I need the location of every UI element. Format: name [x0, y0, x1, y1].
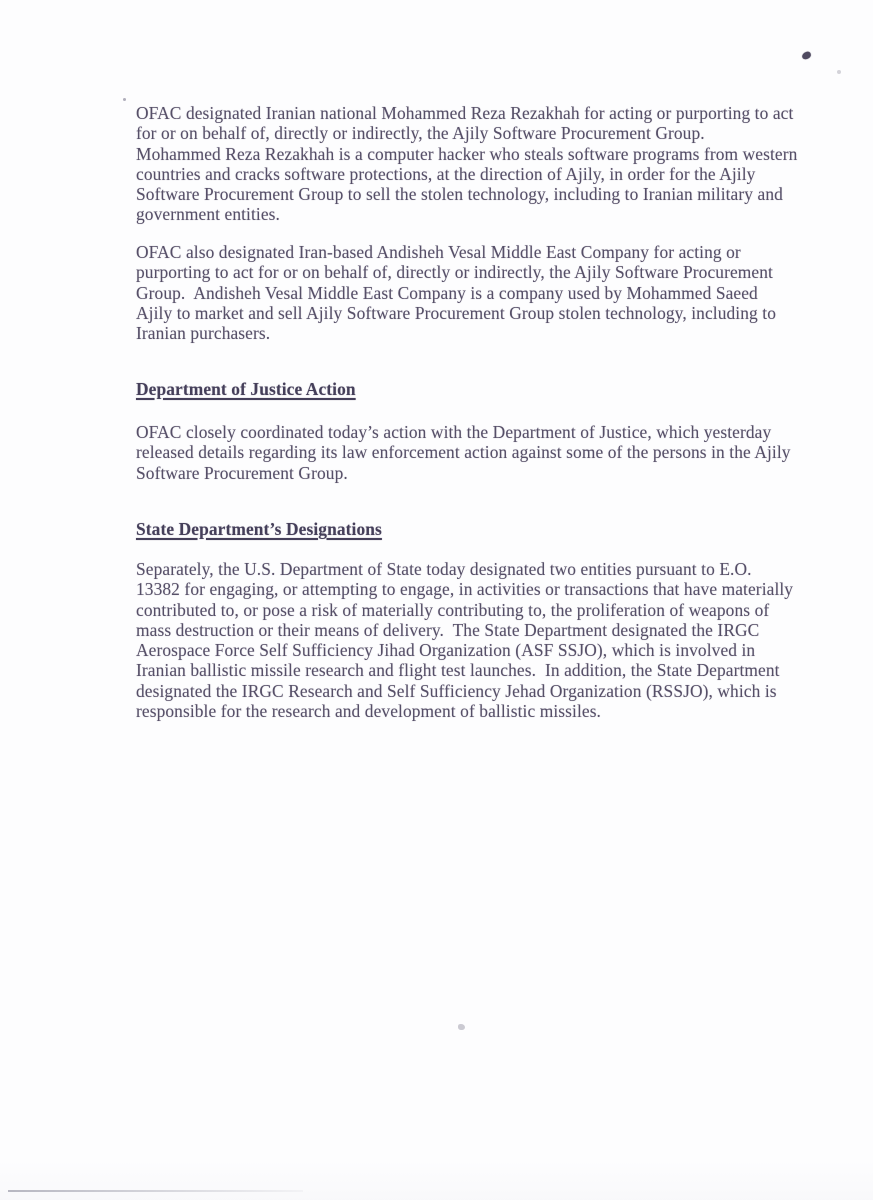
text-line: government entities. [136, 204, 280, 225]
text-line: Mohammed Reza Rezakhah is a computer hacker who steals software programs from western [136, 143, 798, 164]
text-line: contributed to, or pose a risk of materially contributing to, the proliferation of weapons of [136, 599, 770, 620]
text-line: OFAC designated Iranian national Mohammed Reza Rezakhah for acting or purporting to act [136, 103, 794, 123]
text-line: OFAC also designated Iran-based Andisheh Vesal Middle East Company for acting or [136, 242, 741, 262]
text-line: Iranian purchasers. [136, 323, 271, 344]
heading-state-department-designations: State Department’s Designations [136, 519, 382, 539]
ink-speck-top-right [801, 51, 812, 60]
text-line: OFAC closely coordinated today’s action with the Department of Justice, which yesterday [136, 422, 772, 442]
paragraph-ofac-andisheh-designation [136, 242, 826, 343]
text-line: responsible for the research and development of ballistic missiles. [136, 701, 602, 722]
text-line: mass destruction or their means of delivery. The State Department designated the IRGC [136, 619, 760, 640]
text-line: designated the IRGC Research and Self Sufficiency Jehad Organization (RSSJO), which is [136, 680, 777, 701]
text-line: purporting to act for or on behalf of, directly or indirectly, the Ajily Software Procurement [136, 262, 773, 283]
faint-speck-top-right [837, 70, 841, 74]
text-line: Group. Andisheh Vesal Middle East Company is a company used by Mohammed Saeed [136, 282, 758, 303]
ink-speck-before-first-paragraph [123, 98, 126, 101]
text-line: Iranian ballistic missile research and flight test launches. In addition, the State Department [136, 660, 780, 681]
text-line: countries and cracks software protections, at the direction of Ajily, in order for the Ajily [136, 163, 756, 184]
paragraph-ofac-rezakhah-designation [136, 103, 826, 225]
text-line: 13382 for engaging, or attempting to engage, in activities or transactions that have materially [136, 579, 794, 600]
heading-department-of-justice-action: Department of Justice Action [136, 379, 356, 399]
scan-shadow-bottom [0, 1160, 873, 1200]
faint-speck-lower-middle [458, 1024, 465, 1030]
text-line: Software Procurement Group. [136, 462, 348, 483]
paragraph-state-department-designations [136, 559, 826, 721]
text-line: Software Procurement Group to sell the stolen technology, including to Iranian military and [136, 184, 783, 205]
text-line: Separately, the U.S. Department of State today designated two entities pursuant to E.O. [136, 559, 752, 579]
paragraph-doj-coordination [136, 422, 826, 483]
text-line: for or on behalf of, directly or indirectly, the Ajily Software Procurement Group. [136, 123, 705, 144]
text-line: released details regarding its law enforcement action against some of the persons in the Ajily [136, 442, 791, 463]
text-line: Aerospace Force Self Sufficiency Jihad Organization (ASF SSJO), which is involved in [136, 640, 756, 661]
scan-line-bottom-left [8, 1190, 303, 1192]
text-line: Ajily to market and sell Ajily Software Procurement Group stolen technology, including to [136, 302, 776, 323]
